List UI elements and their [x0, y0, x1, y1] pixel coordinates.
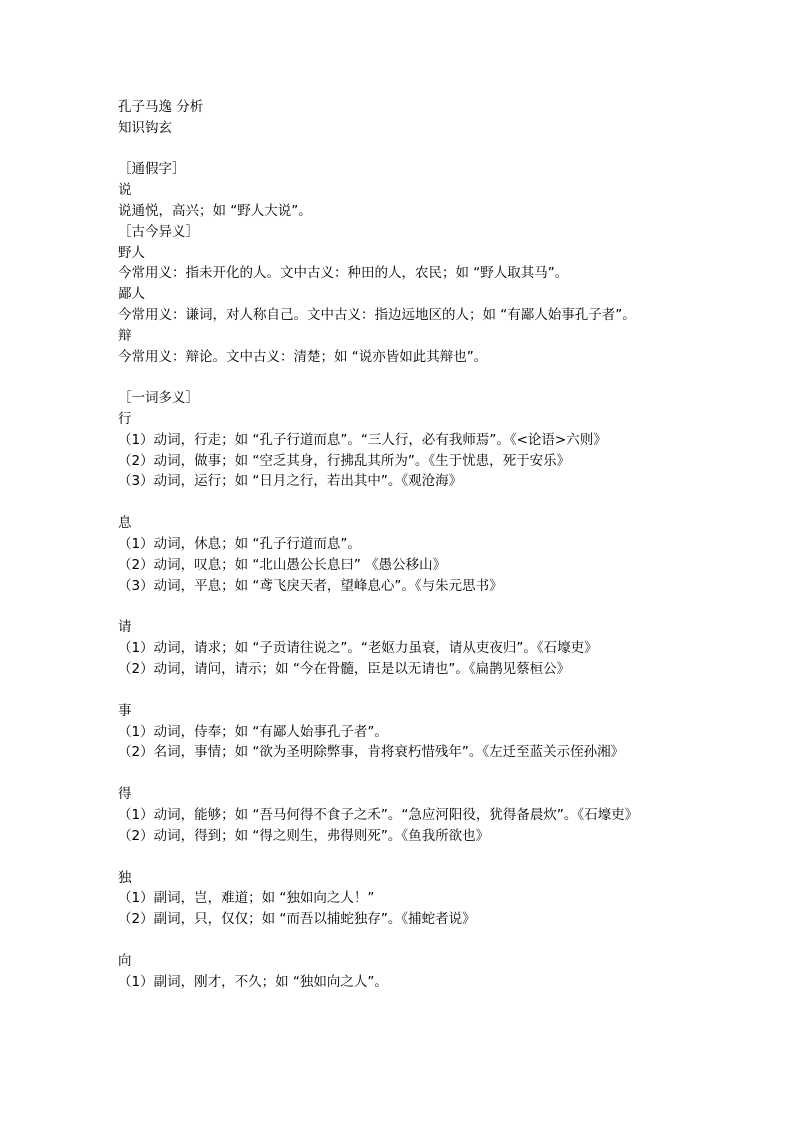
sense-line: （2）副词，只，仅仅；如 “而吾以捕蛇独存”。《捕蛇者说》 — [118, 911, 476, 928]
term-explanation: 今常用义：指未开化的人。文中古义：种田的人，农民；如 “野人取其马”。 — [118, 265, 569, 282]
term-word: 得 — [118, 786, 132, 803]
term-word: 息 — [118, 515, 132, 532]
term-explanation: 说通悦，高兴；如 “野人大说”。 — [118, 202, 312, 219]
term-word: 向 — [118, 952, 132, 969]
sense-line: （2）动词，叹息；如 “北山愚公长息曰” 《愚公移山》 — [118, 556, 447, 573]
sense-line: （2）动词，请问，请示；如 “今在骨髓，臣是以无请也”。《扁鹊见蔡桓公》 — [118, 660, 571, 677]
sense-line: （1）副词，岂，难道；如 “独如向之人！” — [118, 890, 375, 907]
spacer — [118, 139, 738, 160]
document-title: 孔子马逸 分析 — [118, 99, 204, 115]
term-word: 鄙人 — [118, 286, 145, 303]
term-explanation: 今常用义：辩论。文中古义：清楚；如 “说亦皆如此其辩也”。 — [118, 348, 488, 365]
term-word: 野人 — [118, 244, 145, 261]
term-word: 行 — [118, 410, 132, 427]
sense-line: （2）动词，得到；如 “得之则生，弗得则死”。《鱼我所欲也》 — [118, 827, 490, 844]
document-subtitle: 知识钩玄 — [118, 119, 172, 136]
spacer — [118, 763, 738, 784]
sense-line: （3）动词，平息；如 “鸢飞戾天者，望峰息心”。《与朱元思书》 — [118, 577, 503, 594]
sense-line: （2）动词，做事；如 “空乏其身，行拂乱其所为”。《生于忧患，死于安乐》 — [118, 452, 571, 469]
term-word: 说 — [118, 182, 132, 199]
spacer — [118, 596, 738, 617]
spacer — [118, 367, 738, 388]
term-word: 独 — [118, 869, 132, 886]
spacer — [118, 680, 738, 701]
section-heading-yici: ［一词多义］ — [118, 390, 199, 407]
term-word: 事 — [118, 702, 132, 719]
spacer — [118, 930, 738, 951]
term-word: 辩 — [118, 327, 132, 344]
spacer — [118, 492, 738, 513]
document-body — [118, 97, 738, 992]
spacer — [118, 847, 738, 868]
sense-line: （1）动词，请求；如 “子贡请往说之”。“老妪力虽衰，请从吏夜归”。《石壕吏》 — [118, 640, 598, 657]
sense-line: （1）动词，能够；如 “吾马何得不食子之禾”。“急应河阳役，犹得备晨炊”。《石壕吏》 — [118, 806, 639, 823]
sense-line: （1）动词，休息；如 “孔子行道而息”。 — [118, 535, 361, 552]
section-heading-gujin: ［古今异义］ — [118, 223, 199, 240]
sense-line: （1）动词，行走；如 “孔子行道而息”。“三人行，必有我师焉”。《<论语>六则》 — [118, 431, 607, 448]
section-heading-tongjia: ［通假字］ — [118, 161, 186, 178]
sense-line: （3）动词，运行；如 “日月之行，若出其中”。《观沧海》 — [118, 473, 463, 490]
sense-line: （1）副词，刚才，不久；如 “独如向之人”。 — [118, 973, 388, 990]
sense-line: （1）动词，侍奉；如 “有鄙人始事孔子者”。 — [118, 723, 388, 740]
term-explanation: 今常用义：谦词，对人称自己。文中古义：指边远地区的人；如 “有鄙人始事孔子者”。 — [118, 306, 636, 323]
sense-line: （2）名词，事情；如 “欲为圣明除弊事，肯将衰朽惜残年”。《左迁至蓝关示侄孙湘》 — [118, 744, 625, 761]
term-word: 请 — [118, 619, 132, 636]
